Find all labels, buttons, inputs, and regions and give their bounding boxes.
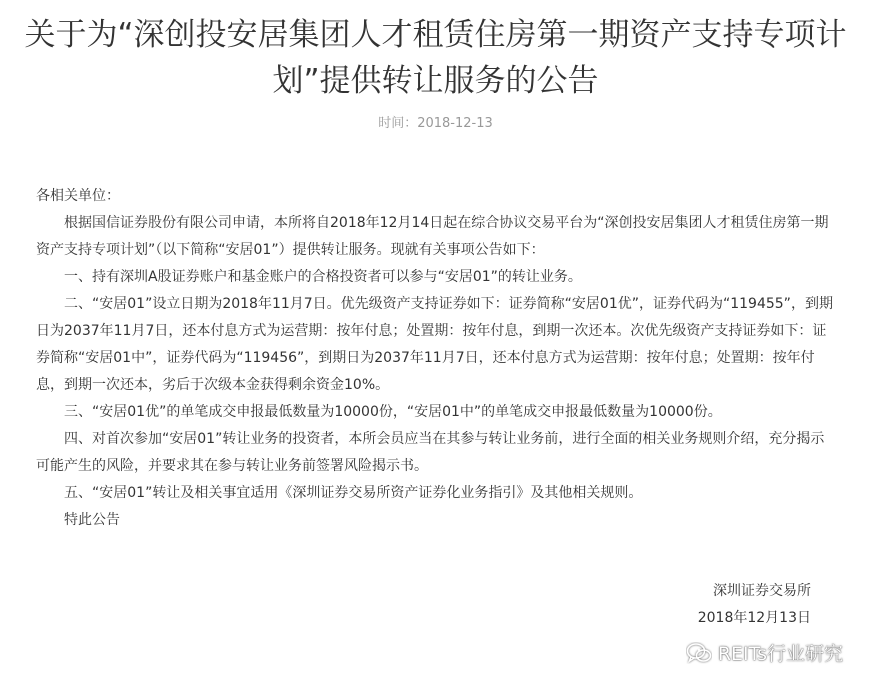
publish-date: 2018-12-13 [417,116,493,131]
wechat-icon [686,642,712,664]
closing-line: 特此公告 [64,512,120,528]
issuer-name: 深圳证券交易所 [713,583,811,599]
issue-date: 2018年12月13日 [697,610,811,626]
item-3: 三、“安居01优”的单笔成交申报最低数量为10000份，“安居01中”的单笔成交申报最低数量为10000份。 [64,404,722,420]
watermark [686,639,843,666]
announcement-body [36,183,836,534]
signoff [698,578,811,632]
page-title: 关于为“深创投安居集团人才租赁住房第一期资产支持专项计划”提供转让服务的公告 [24,17,847,99]
time-label: 时间： [378,116,418,131]
publish-time [0,112,871,131]
item-4: 四、对首次参加“安居01”转让业务的投资者，本所会员应当在其参与转让业务前，进行全面的相关业务规则介绍，充分揭示可能产生的风险，并要求其在参与转让业务前签署风险揭示书。 [36,431,825,474]
salutation: 各相关单位： [36,188,120,204]
item-2: 二、“安居01”设立日期为2018年11月7日。优先级资产支持证券如下：证券简称“安居01优”，证券代码为“119455”，到期日为2037年11月7日，还本付息方式为运营期：按年付息；处置期：按年付息，到期一次还本。次优先级资产支持证券如下：证券简称“安居01中”，证券代码为“119456”，到期日为2037年11月7日，还本付息方式为运营期：按年付息；处置期：按年付息，到期一次还本，劣后于次级本金获得剩余资金10%。 [36,296,833,393]
watermark-text: REITs行业研究 [717,643,843,665]
item-5: 五、“安居01”转让及相关事宜适用《深圳证券交易所资产证券化业务指引》及其他相关规则。 [64,485,643,501]
intro-paragraph: 根据国信证券股份有限公司申请，本所将自2018年12月14日起在综合协议交易平台为“深创投安居集团人才租赁住房第一期资产支持专项计划”（以下简称“安居01”）提供转让服务。现就有关事项公告如下： [36,215,829,258]
item-1: 一、持有深圳A股证券账户和基金账户的合格投资者可以参与“安居01”的转让业务。 [64,269,582,285]
